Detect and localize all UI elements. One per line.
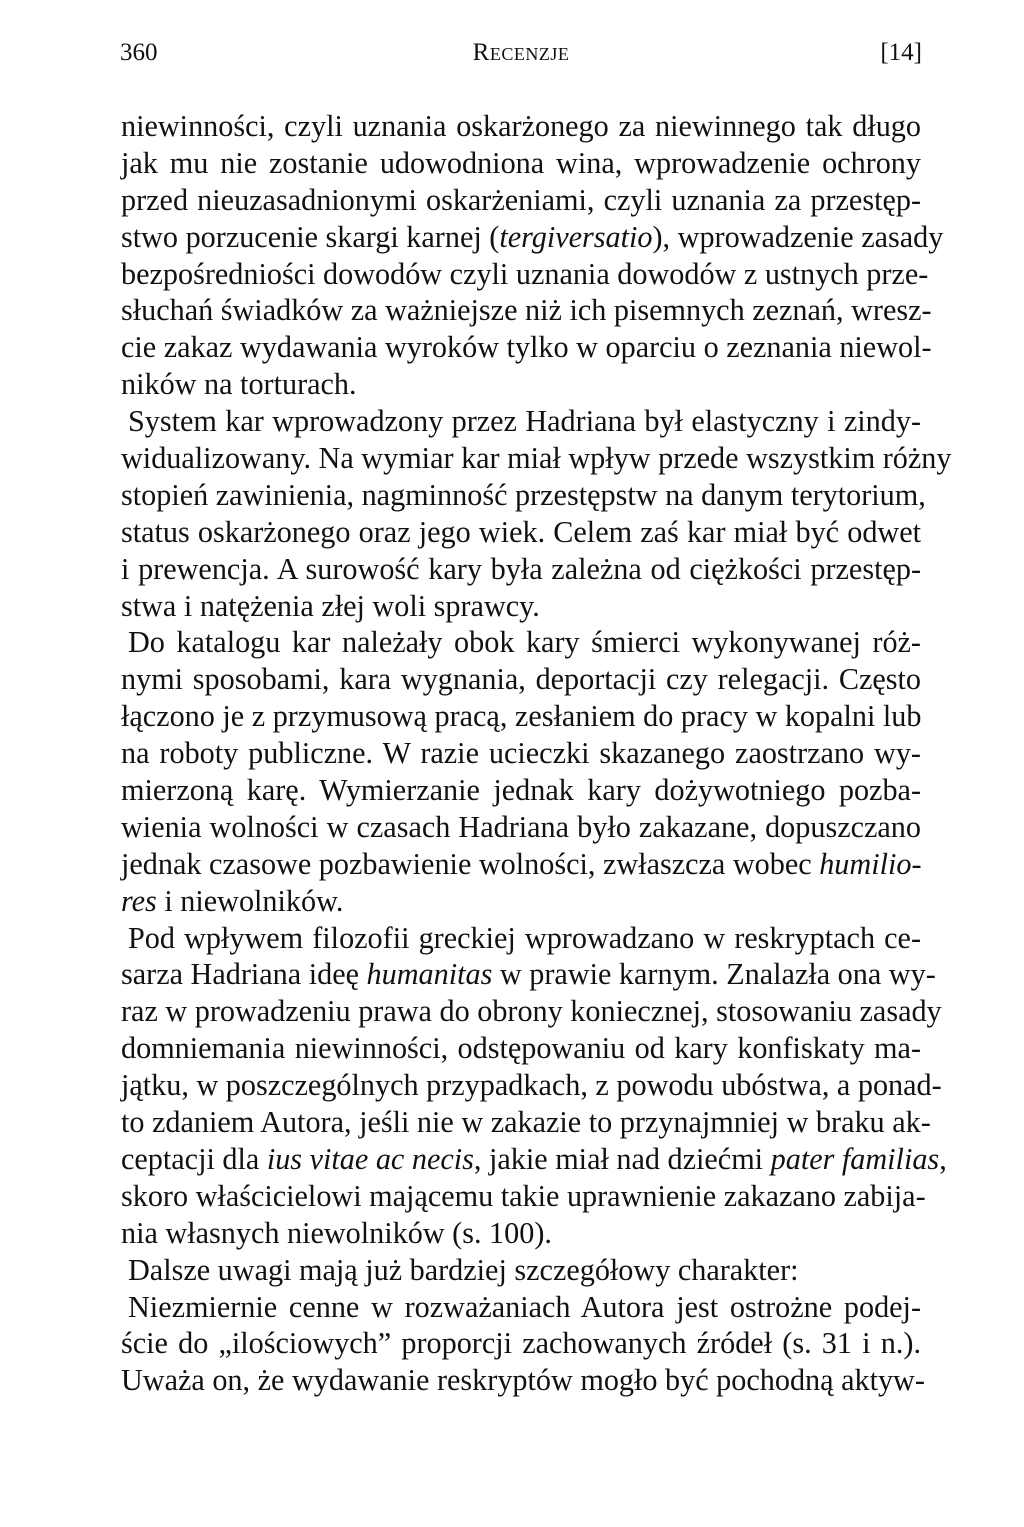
text-line: i prewencja. A surowość kary była zależna od ciężkości przestęp- (121, 551, 921, 586)
text-line: nia własnych niewolników (s. 100). (121, 1215, 552, 1250)
text-line: ceptacji dla ius vitae ac necis, jakie miał nad dziećmi pater familias, (121, 1141, 947, 1176)
text-line: ników na torturach. (121, 367, 357, 402)
text-line: przed nieuzasadnionymi oskarżeniami, czyli uznania za przestęp- (121, 182, 921, 217)
section-number: [14] (880, 39, 922, 66)
running-head (120, 36, 922, 70)
text-line: ście do „ilościowych” proporcji zachowanych źródeł (s. 31 i n.). (121, 1326, 921, 1361)
text-line: jak mu nie zostanie udowodniona wina, wprowadzenie ochrony (121, 145, 921, 180)
text-line: jątku, w poszczególnych przypadkach, z powodu ubóstwa, a ponad- (121, 1068, 942, 1103)
text-line: System kar wprowadzony przez Hadriana był elastyczny i zindy- (128, 404, 921, 439)
text-line: to zdaniem Autora, jeśli nie w zakazie to przynajmniej w braku ak- (121, 1105, 931, 1140)
text-line: stwa i natężenia złej woli sprawcy. (121, 588, 540, 623)
text-line: jednak czasowe pozbawienie wolności, zwłaszcza wobec humilio- (121, 846, 922, 881)
text-line: stopień zawinienia, nagminność przestępstw na danym terytorium, (121, 477, 926, 512)
text-line: cie zakaz wydawania wyroków tylko w oparciu o zeznania niewol- (121, 330, 932, 365)
text-line: skoro właścicielowi mającemu takie uprawnienie zakazano zabija- (121, 1178, 926, 1213)
text-line: mierzoną karę. Wymierzanie jednak kary dożywotniego pozba- (121, 773, 921, 808)
text-line: widualizowany. Na wymiar kar miał wpływ przede wszystkim różny (121, 441, 952, 476)
text-line: stwo porzucenie skargi karnej (tergiversatio), wprowadzenie zasady (121, 219, 944, 254)
text-line: Do katalogu kar należały obok kary śmierci wykonywanej róż- (128, 625, 921, 660)
body-text (121, 108, 952, 1399)
text-line: sarza Hadriana ideę humanitas w prawie karnym. Znalazła ona wy- (121, 957, 936, 992)
text-line: Dalsze uwagi mają już bardziej szczegółowy charakter: (128, 1252, 799, 1287)
text-line: słuchań świadków za ważniejsze niż ich pisemnych zeznań, wresz- (121, 293, 932, 328)
text-line: niewinności, czyli uznania oskarżonego za niewinnego tak długo (121, 109, 921, 143)
text-line: Niezmiernie cenne w rozważaniach Autora jest ostrożne podej- (128, 1289, 921, 1324)
text-line: res i niewolników. (121, 883, 344, 918)
text-line: wienia wolności w czasach Hadriana było zakazane, dopuszczano (121, 809, 921, 844)
text-line: bezpośredniości dowodów czyli uznania dowodów z ustnych prze- (121, 256, 929, 291)
text-line: nymi sposobami, kara wygnania, deportacji czy relegacji. Często (121, 662, 921, 697)
text-line: na roboty publiczne. W razie ucieczki skazanego zaostrzano wy- (121, 736, 921, 771)
text-line: Pod wpływem filozofii greckiej wprowadzano w reskryptach ce- (128, 920, 921, 955)
text-line: domniemania niewinności, odstępowaniu od kary konfiskaty ma- (121, 1031, 921, 1066)
page-number: 360 (120, 39, 158, 66)
text-line: łączono je z przymusową pracą, zesłaniem do pracy w kopalni lub (121, 699, 922, 734)
text-line: Uważa on, że wydawanie reskryptów mogło być pochodną aktyw- (121, 1363, 925, 1398)
text-line: raz w prowadzeniu prawa do obrony koniecznej, stosowaniu zasady (121, 994, 942, 1029)
running-title: Recenzje (472, 39, 570, 66)
text-line: status oskarżonego oraz jego wiek. Celem zaś kar miał być odwet (121, 514, 921, 549)
